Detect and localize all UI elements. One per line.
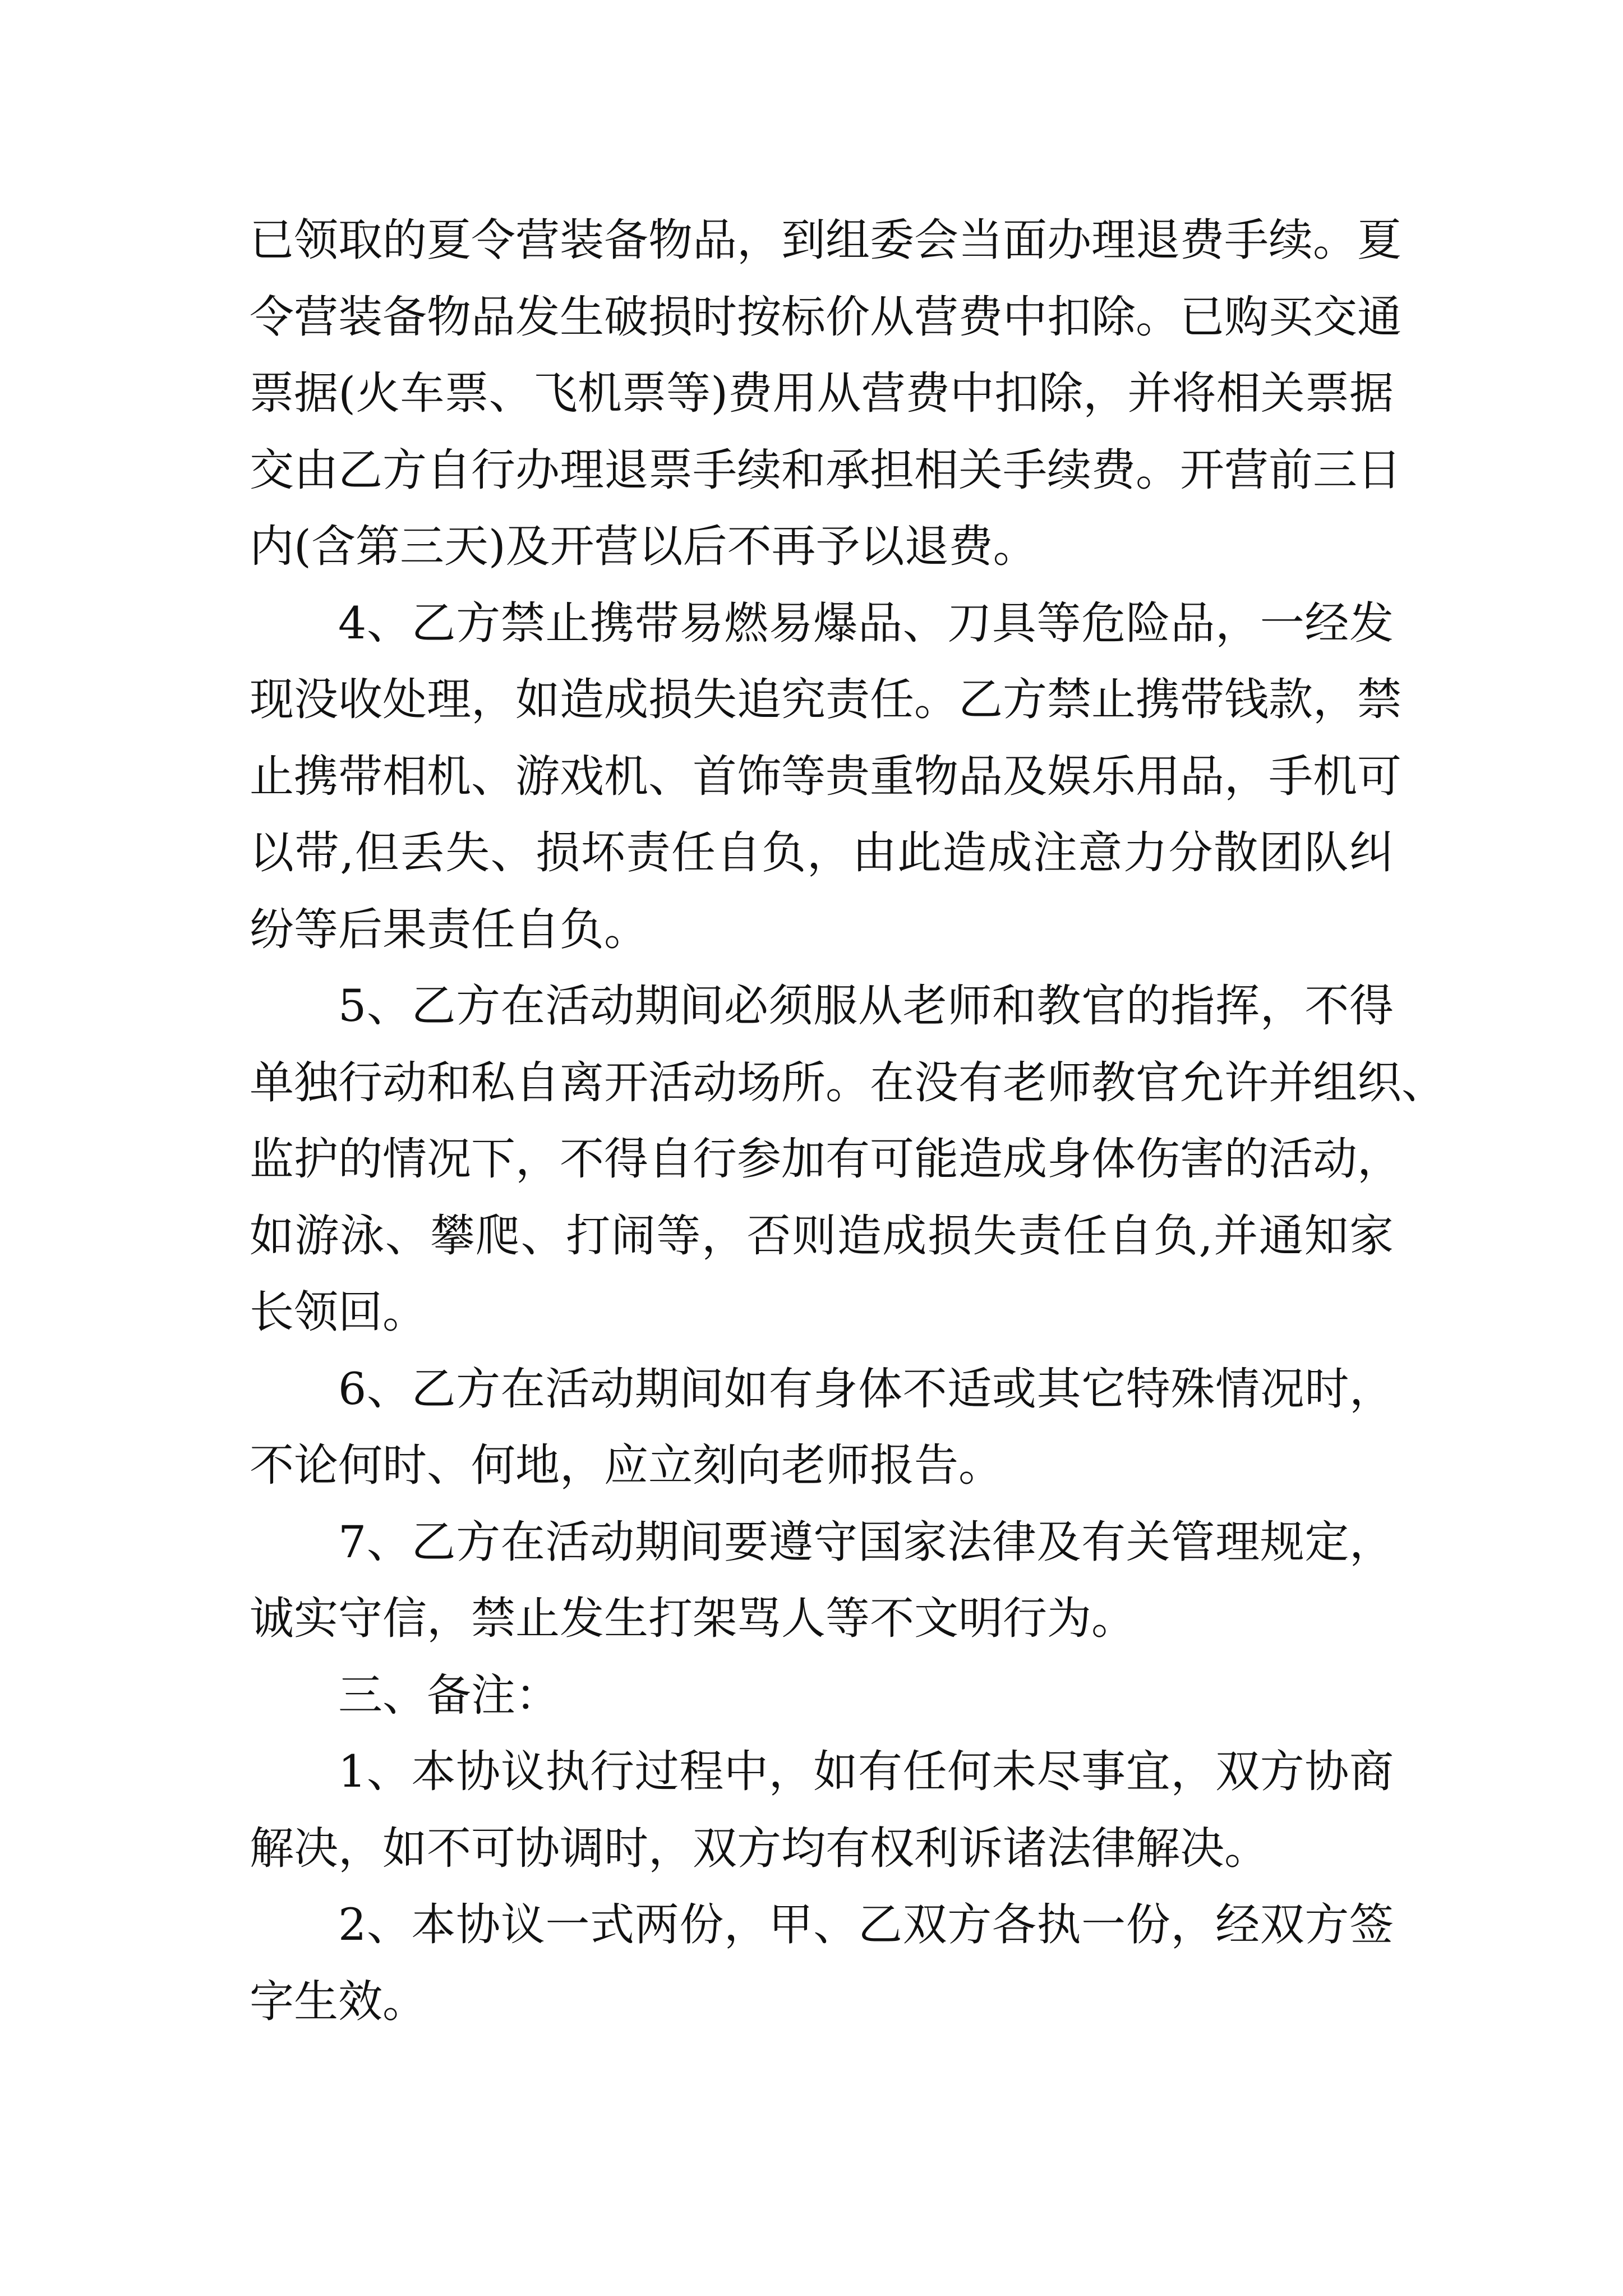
text-line: 解决，如不可协调时，双方均有权利诉诸法律解决。	[250, 1822, 1269, 1874]
text-line: 如游泳、攀爬、打闹等，否则造成损失责任自负,并通知家	[250, 1209, 1394, 1262]
text-line: 字生效。	[250, 1975, 427, 2027]
text-line: 不论何时、何地，应立刻向老师报告。	[250, 1439, 1003, 1491]
text-line: 诚实守信，禁止发生打架骂人等不文明行为。	[250, 1593, 1136, 1644]
text-line: 以带,但丢失、损坏责任自负，由此造成注意力分散团队纠	[250, 827, 1394, 878]
text-line: 已领取的夏令营装备物品，到组委会当面办理退费手续。夏	[250, 214, 1401, 266]
remark-1-line: 1、本协议执行过程中，如有任何未尽事宜，双方协商	[338, 1746, 1394, 1797]
text-line: 内(含第三天)及开营以后不再予以退费。	[250, 521, 1038, 572]
section-heading: 三、备注：	[338, 1669, 560, 1721]
paragraph-7-line: 7、乙方在活动期间要遵守国家法律及有关管理规定，	[338, 1516, 1394, 1568]
text-line: 令营装备物品发生破损时按标价从营费中扣除。已购买交通	[250, 291, 1401, 343]
paragraph-4-line: 4、乙方禁止携带易燃易爆品、刀具等危险品，一经发	[338, 597, 1394, 649]
text-line: 交由乙方自行办理退票手续和承担相关手续费。开营前三日	[250, 444, 1401, 496]
text-line: 纷等后果责任自负。	[250, 903, 648, 955]
text-line: 长领回。	[250, 1286, 427, 1338]
text-line: 监护的情况下，不得自行参加有可能造成身体伤害的活动，	[250, 1133, 1401, 1185]
paragraph-5-line: 5、乙方在活动期间必须服从老师和教官的指挥，不得	[338, 980, 1394, 1032]
text-line: 单独行动和私自离开活动场所。在没有老师教官允许并组织、	[250, 1056, 1446, 1108]
text-line: 止携带相机、游戏机、首饰等贵重物品及娱乐用品，手机可	[250, 750, 1401, 802]
text-line: 现没收处理，如造成损失追究责任。乙方禁止携带钱款，禁	[250, 674, 1401, 725]
document-body	[250, 202, 1446, 2040]
remark-2-line: 2、本协议一式两份，甲、乙双方各执一份，经双方签	[338, 1899, 1394, 1950]
paragraph-6-line: 6、乙方在活动期间如有身体不适或其它特殊情况时，	[338, 1363, 1394, 1415]
text-line: 票据(火车票、飞机票等)费用从营费中扣除，并将相关票据	[250, 367, 1394, 419]
